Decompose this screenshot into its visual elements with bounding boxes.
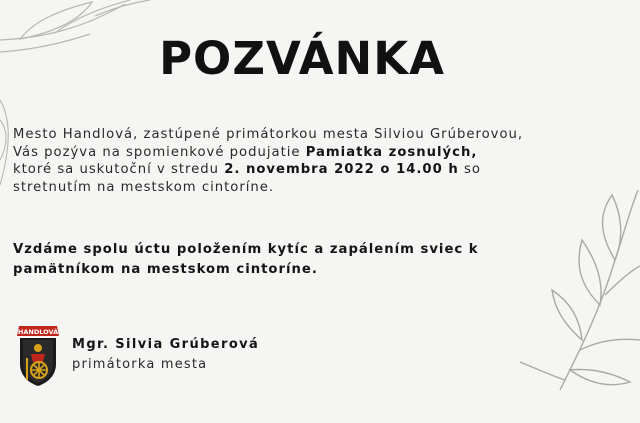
tribute-line-2: pamätníkom na mestskom cintoríne. [13, 262, 318, 277]
signatory-role: primátorka mesta [72, 357, 208, 372]
invitation-line-3 [13, 161, 638, 179]
invitation-line-1: Mesto Handlová, zastúpené primátorkou mesta Silviou Grúberovou, [13, 127, 524, 142]
event-date-time: 2. novembra 2022 o 14.00 h [224, 162, 459, 177]
tribute-line-1: Vzdáme spolu úctu položením kytíc a zapálením sviec k [13, 242, 479, 257]
crest-label: HANDLOVÁ [17, 328, 59, 336]
event-name: Pamiatka zosnulých, [305, 144, 478, 160]
invitation-line-2 [13, 144, 638, 162]
invitation-line-4: stretnutím na mestskom cintoríne. [13, 179, 275, 195]
handlova-coat-of-arms-logo [15, 324, 61, 388]
invitation-paragraph [13, 126, 638, 196]
invitation-text: Vás pozýva na spomienkové podujatie [13, 144, 306, 160]
tribute-paragraph [13, 240, 638, 280]
invitation-text: so [458, 162, 481, 177]
leaf-branch-right-icon [520, 190, 640, 400]
invitation-text: ktoré sa uskutoční v stredu [13, 162, 225, 177]
page-title: POZVÁNKA [159, 32, 445, 85]
signatory-name: Mgr. Silvia Grúberová [72, 337, 260, 352]
